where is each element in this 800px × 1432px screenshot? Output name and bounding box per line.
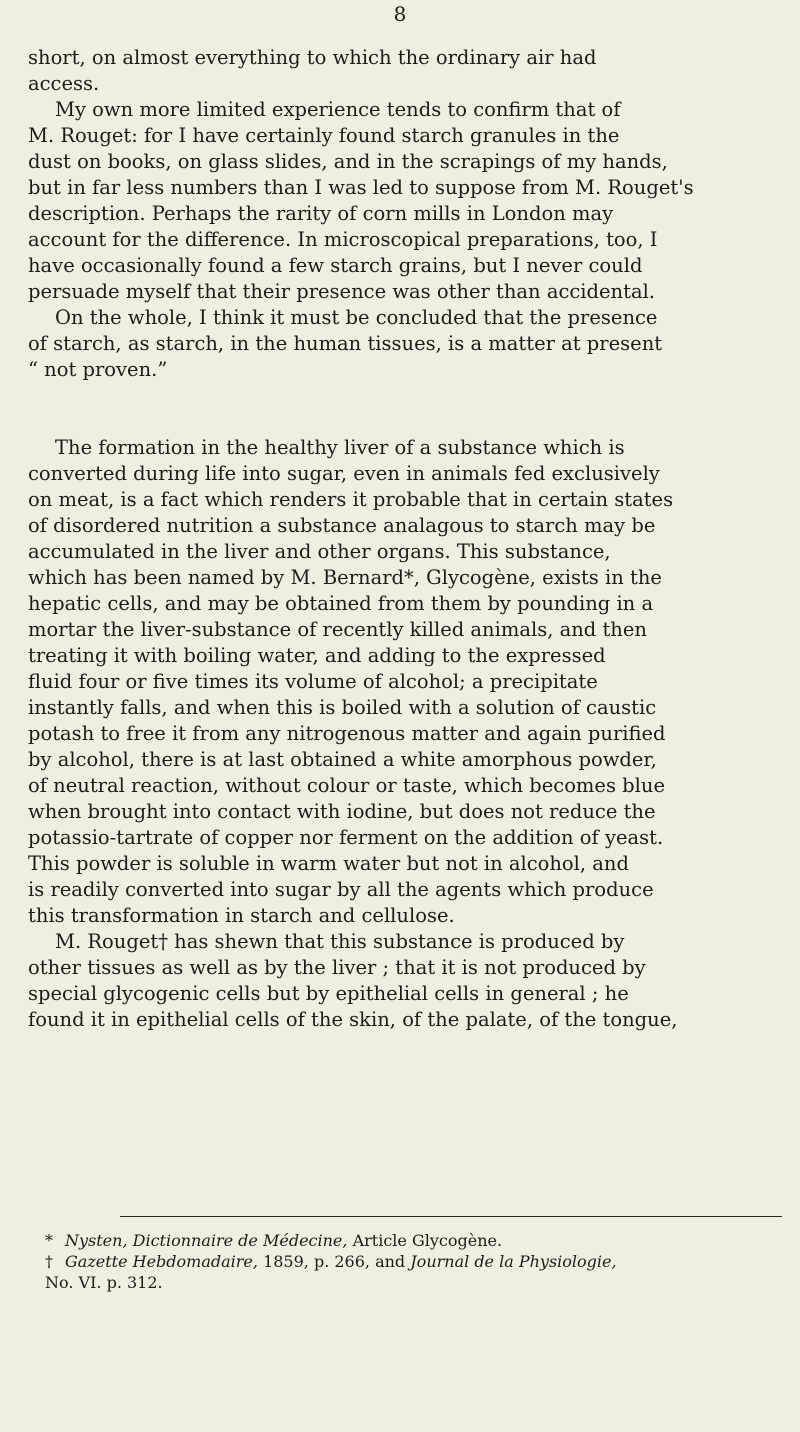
footnote-text: No. VI. p. 312. [45,1273,163,1292]
footnote-mark: † [45,1252,53,1271]
footnote-mark: * [45,1231,53,1250]
footnote-text: 1859, p. 266, and [257,1252,411,1271]
footnote-source: Journal de la Physiologie, [410,1252,617,1271]
footnotes [45,1230,785,1293]
paragraph-rouget-experience: My own more limited experience tends to confirm that of M. Rouget: for I have certainly found starch granules in the dust on books, on glass slides, and in the scrapings of my hands, but in far less numbers than I was led to suppose from M. Rouget's description. Perhaps the rarity of corn mills in London may account for the difference. In microscopical preparations, too, I have occasionally found a few starch grains, but I never could persuade myself that their presence was other than accidental. [28,98,694,303]
paragraph-glycogene: The formation in the healthy liver of a substance which is converted during life into sugar, even in animals fed exclusively on meat, is a fact which renders it probable that in certain states of disordered nutrition a substance analagous to starch may be accumulated in the liver and other organs. This substance, which has been named by M. Bernard*, Glycogène, exists in the hepatic cells, and may be obtained from them by pounding in a mortar the liver-substance of recently killed animals, and then treating it with boiling water, and adding to the expressed fluid four or five times its volume of alcohol; a precipitate instantly falls, and when this is boiled with a solution of caustic potash to free it from any nitrogenous matter and again purified by alcohol, there is at last obtained a white amorphous powder, of neutral reaction, without colour or taste, which becomes blue when brought into contact with iodine, but does not reduce the potassio-tartrate of copper nor ferment on the addition of yeast. This powder is soluble in warm water but not in alcohol, and is readily converted into sugar by all the agents which produce this transformation in starch and cellulose. [28,436,674,927]
section-gap [28,383,780,435]
paragraph-conclusion: On the whole, I think it must be concluded that the presence of starch, as starch, in the human tissues, is a matter at present “ not proven.” [28,306,663,381]
footnote-2 [45,1251,785,1293]
footnote-text: Article Glycogène. [347,1231,503,1250]
paragraph-rouget-tissues: M. Rouget† has shewn that this substance is produced by other tissues as well as by the liver ; that it is not produced by special glycogenic cells but by epithelial cells in general ; he found it in epithelial cells of the skin, of the palate, of the tongue, [28,930,678,1031]
footnote-rule [120,1216,782,1217]
body-text [28,45,780,1033]
footnote-1 [45,1230,785,1251]
footnote-source: Gazette Hebdomadaire, [65,1252,258,1271]
paragraph-continuation: short, on almost everything to which the ordinary air had access. [28,46,597,95]
footnote-source: Nysten, Dictionnaire de Médecine, [65,1231,348,1250]
page-number: 8 [393,2,407,26]
